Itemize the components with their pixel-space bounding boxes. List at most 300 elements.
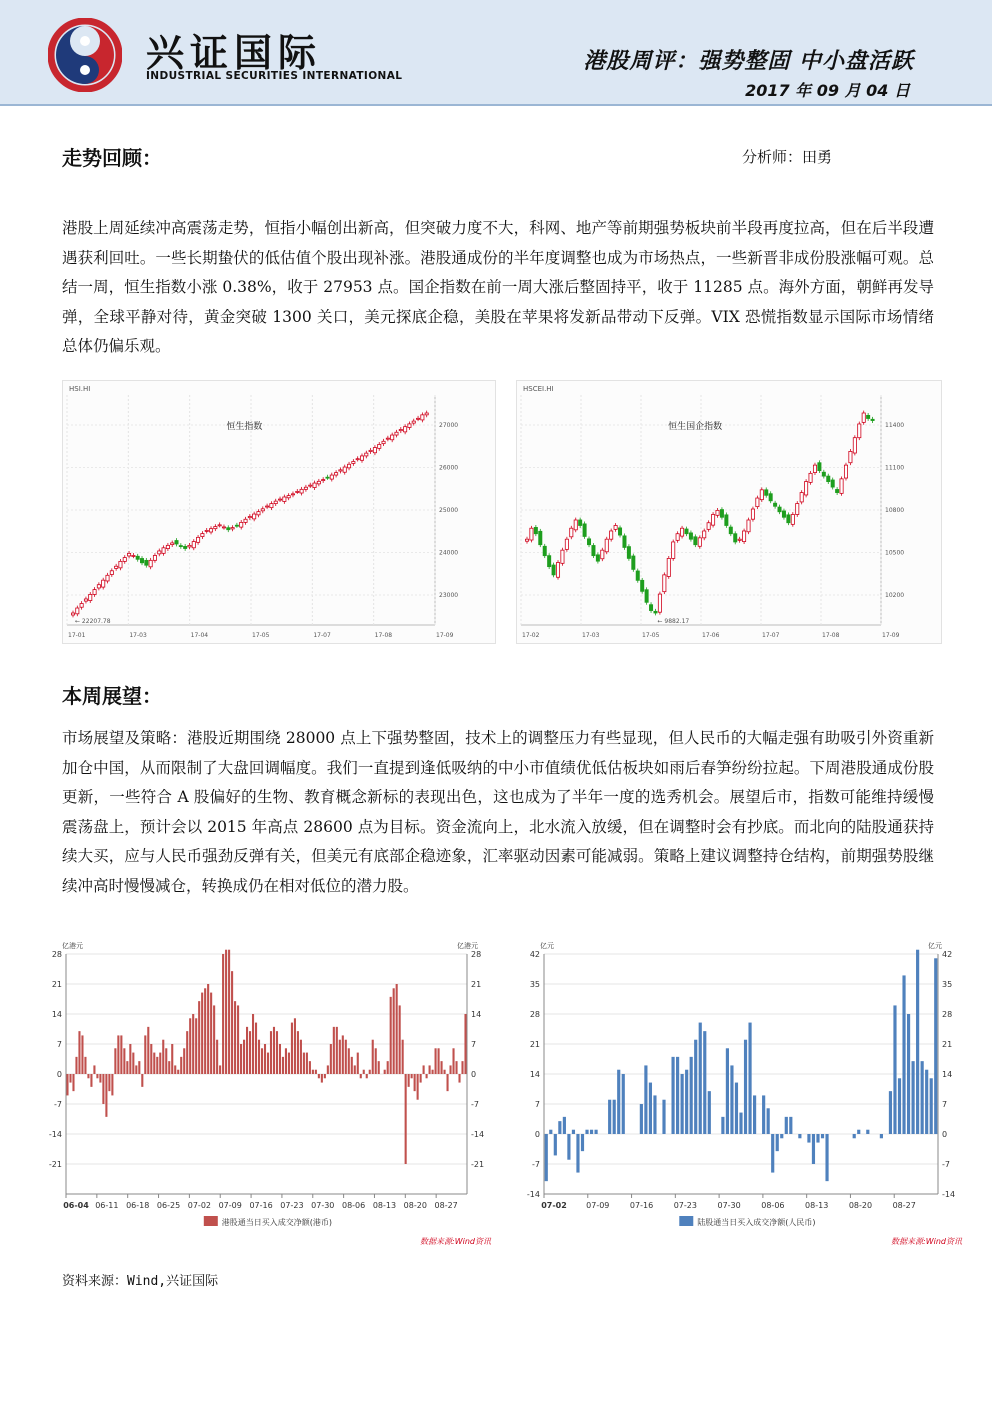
candle-body xyxy=(386,438,389,439)
review-paragraph: 港股上周延续冲高震荡走势，恒指小幅创出新高，但突破力度不大，科网、地产等前期强势板块前半段再度拉高，但在后半段遭遇获利回吐。一些长期蛰伏的低估值个股出现补涨。港股通成份的半年度调整也成为市场热点，一些新晋非成份股涨幅可观。总结一周，恒生指数小涨 0.38%，收于 27953 点。国企指数在前一周大涨后整固持平，收于 11285 点。海外方面，朝鲜再发导弹，全球平静对待，黄金突破 1300 关口，美元探底企稳，美股在苹果将发新品带动下反弹。VIX 恐慌指数显示国际市场情绪总体仍偏乐观。 xyxy=(62,219,934,355)
x-tick-label: 08-27 xyxy=(434,1201,458,1210)
flow-bar xyxy=(240,1044,242,1074)
candle-body xyxy=(218,525,221,526)
flow-bar xyxy=(681,1074,684,1134)
candle-body xyxy=(658,594,661,612)
candle-body xyxy=(140,558,143,562)
x-tick-label: 07-09 xyxy=(586,1201,610,1210)
candle-body xyxy=(166,545,169,548)
chart-title: 恒生国企指数 xyxy=(668,422,723,432)
flow-bar xyxy=(339,1040,341,1074)
southbound-flow-chart xyxy=(40,938,495,1250)
flow-bar xyxy=(671,1057,674,1134)
candle-body xyxy=(391,435,394,440)
y-tick-label-left: 42 xyxy=(529,950,540,959)
y-tick-label-right: 14 xyxy=(942,1070,953,1079)
candle-body xyxy=(698,538,701,546)
candle-body xyxy=(543,546,546,555)
report-date: 2017 年 09 月 04 日 xyxy=(745,81,910,100)
flow-bar xyxy=(907,1014,910,1134)
data-source-label: 数据来源:Wind资讯 xyxy=(420,1237,491,1246)
y-tick-label: 27000 xyxy=(439,422,459,429)
flow-bar xyxy=(312,1070,314,1074)
candle-body xyxy=(412,421,415,423)
candle-body xyxy=(570,528,573,537)
candle-body xyxy=(339,470,342,471)
candle-body xyxy=(556,563,559,578)
candle-body xyxy=(313,483,316,487)
candle-body xyxy=(300,489,303,493)
candle-body xyxy=(84,599,87,601)
review-heading: 走势回顾： xyxy=(62,146,162,170)
flow-bar xyxy=(321,1074,323,1083)
x-tick-label: 17-06 xyxy=(702,632,720,639)
flow-bar xyxy=(676,1057,679,1134)
flow-bar xyxy=(590,1130,593,1134)
flow-bar xyxy=(360,1074,362,1078)
candle-body xyxy=(596,555,599,561)
candle-body xyxy=(404,427,407,432)
flow-bar xyxy=(285,1048,287,1074)
candle-body xyxy=(184,546,187,548)
brand-name-en: INDUSTRIAL SECURITIES INTERNATIONAL xyxy=(146,70,403,82)
flow-bar xyxy=(812,1134,815,1164)
candle-body xyxy=(627,547,630,559)
candle-body xyxy=(115,566,118,568)
x-tick-label: 07-30 xyxy=(311,1201,335,1210)
y-tick-label-right: 28 xyxy=(471,950,482,959)
candle-body xyxy=(265,506,268,507)
candle-body xyxy=(110,571,113,575)
candle-body xyxy=(738,539,741,540)
flow-bar xyxy=(165,1048,167,1074)
candle-body xyxy=(231,528,234,529)
flow-bar xyxy=(893,1005,896,1134)
flow-bar xyxy=(201,993,203,1074)
x-tick-label: 17-07 xyxy=(762,632,780,639)
flow-bar xyxy=(222,954,224,1074)
y-tick-label-left: 7 xyxy=(534,1100,540,1109)
flow-bar xyxy=(195,1018,197,1074)
data-source-label: 数据来源:Wind资讯 xyxy=(891,1237,962,1246)
y-tick-label: 10800 xyxy=(885,507,905,514)
candle-body xyxy=(274,501,277,503)
flow-bar xyxy=(159,1053,161,1074)
flow-bar xyxy=(825,1134,828,1181)
flow-bar xyxy=(192,1014,194,1074)
flow-bar xyxy=(461,1061,463,1074)
flow-bar xyxy=(267,1053,269,1074)
source-note: 资料来源：Wind,兴证国际 xyxy=(62,1274,219,1289)
southbound-chart-svg xyxy=(40,938,495,1250)
x-tick-label: 17-07 xyxy=(313,632,331,639)
y-tick-label-right: 14 xyxy=(471,1010,482,1019)
candle-body xyxy=(694,537,697,545)
flow-bar xyxy=(925,1070,928,1134)
candle-body xyxy=(421,415,424,420)
flow-bar xyxy=(84,1057,86,1074)
flow-bar xyxy=(189,1018,191,1074)
flow-bar xyxy=(345,1040,347,1074)
candle-body xyxy=(831,480,834,487)
candle-body xyxy=(127,553,130,556)
candle-body xyxy=(102,580,105,587)
y-tick-label-left: -21 xyxy=(48,1160,62,1169)
flow-bar xyxy=(270,1031,272,1074)
flow-bar xyxy=(66,1074,68,1095)
flow-bar xyxy=(117,1035,119,1074)
candle-body xyxy=(703,531,706,538)
flow-bar xyxy=(327,1065,329,1074)
candle-body xyxy=(720,510,723,518)
candle-body xyxy=(641,580,644,591)
x-tick-label: 08-27 xyxy=(892,1201,916,1210)
candle-body xyxy=(725,515,728,526)
candle-body xyxy=(270,504,273,508)
y-tick-label-left: 7 xyxy=(56,1040,62,1049)
candle-body xyxy=(304,487,307,489)
flow-bar xyxy=(399,1005,401,1074)
candle-body xyxy=(525,539,528,541)
flow-bar xyxy=(237,1005,239,1074)
flow-bar xyxy=(426,1074,428,1078)
y-tick-label-right: 35 xyxy=(942,980,953,989)
flow-bar xyxy=(333,1027,335,1074)
x-tick-label: 07-23 xyxy=(673,1201,697,1210)
flow-bar xyxy=(354,1065,356,1074)
flow-bar xyxy=(721,1117,724,1134)
flow-bar xyxy=(300,1040,302,1074)
candle-body xyxy=(636,571,639,580)
candle-body xyxy=(685,529,688,534)
candle-body xyxy=(209,529,212,532)
flow-bar xyxy=(324,1074,326,1078)
x-tick-label: 06-25 xyxy=(156,1201,181,1210)
flow-bar xyxy=(441,1061,443,1074)
candle-body xyxy=(734,534,737,542)
candle-body xyxy=(827,476,830,481)
candle-body xyxy=(867,415,870,418)
flow-bar xyxy=(216,1040,218,1074)
y-tick-label-right: 0 xyxy=(942,1130,948,1139)
flow-bar xyxy=(821,1134,824,1138)
flow-bar xyxy=(252,1014,254,1074)
y-tick-label: 25000 xyxy=(439,507,459,514)
candle-body xyxy=(601,550,604,559)
right-unit-label: 亿港元 xyxy=(457,942,478,950)
candle-body xyxy=(257,512,260,515)
flow-bar xyxy=(452,1048,454,1074)
flow-bar xyxy=(348,1048,350,1074)
x-tick-label: 08-06 xyxy=(341,1201,366,1210)
candle-body xyxy=(751,509,754,519)
flow-bar xyxy=(171,1044,173,1074)
flow-bar xyxy=(402,1040,404,1074)
flow-bar xyxy=(785,1117,788,1134)
candle-body xyxy=(654,611,657,613)
candle-body xyxy=(623,536,626,548)
candle-body xyxy=(356,459,359,460)
candle-body xyxy=(760,490,763,500)
y-tick-label-right: 28 xyxy=(942,1010,953,1019)
flow-bar xyxy=(417,1074,419,1100)
flow-bar xyxy=(694,1040,697,1134)
candle-body xyxy=(106,575,109,581)
flow-bar xyxy=(449,1065,451,1074)
y-tick-label-left: 21 xyxy=(51,980,62,989)
candle-body xyxy=(326,477,329,478)
x-tick-label: 07-02 xyxy=(541,1201,567,1210)
flow-bar xyxy=(405,1074,407,1164)
hsi-candlestick-chart xyxy=(62,380,496,644)
candle-body xyxy=(253,514,256,519)
northbound-chart-svg xyxy=(518,938,966,1250)
flow-bar xyxy=(622,1074,625,1134)
candle-body xyxy=(248,516,251,517)
flow-bar xyxy=(135,1065,137,1074)
candle-body xyxy=(632,556,635,569)
candle-body xyxy=(335,473,338,475)
candle-body xyxy=(539,531,542,544)
candle-body xyxy=(188,545,191,547)
flow-bar xyxy=(78,1031,80,1074)
flow-bar xyxy=(291,1023,293,1074)
y-tick-label-right: 42 xyxy=(942,950,953,959)
flow-bar xyxy=(174,1065,176,1074)
flow-bar xyxy=(330,1044,332,1074)
candle-body xyxy=(818,463,821,471)
flow-bar xyxy=(396,984,398,1074)
candle-body xyxy=(618,528,621,535)
flow-bar xyxy=(246,1027,248,1074)
flow-bar xyxy=(789,1117,792,1134)
candle-body xyxy=(360,456,363,460)
candle-body xyxy=(769,494,772,501)
flow-bar xyxy=(153,1053,155,1074)
flow-bar xyxy=(423,1065,425,1074)
flow-bar xyxy=(207,984,209,1074)
candle-body xyxy=(853,438,856,453)
y-tick-label-right: 21 xyxy=(471,980,482,989)
x-tick-label: 06-04 xyxy=(63,1201,89,1210)
x-tick-label: 07-23 xyxy=(280,1201,304,1210)
candle-body xyxy=(649,605,652,611)
candle-body xyxy=(530,528,533,540)
candle-body xyxy=(676,534,679,541)
flow-bar xyxy=(183,1048,185,1074)
candle-body xyxy=(774,503,777,506)
flow-bar xyxy=(420,1074,422,1083)
flow-bar xyxy=(662,1100,665,1134)
candle-body xyxy=(365,453,368,456)
flow-bar xyxy=(186,1031,188,1074)
low-annotation: ← 22207.78 xyxy=(75,618,111,625)
candle-body xyxy=(149,560,152,566)
candle-body xyxy=(791,515,794,525)
candle-body xyxy=(287,496,290,498)
y-tick-label-right: -7 xyxy=(471,1100,479,1109)
flow-bar xyxy=(261,1048,263,1074)
candle-body xyxy=(663,575,666,592)
flow-bar xyxy=(816,1134,819,1143)
flow-bar xyxy=(853,1134,856,1138)
hsi-chart-svg xyxy=(63,381,495,643)
candle-body xyxy=(689,533,692,539)
candle-body xyxy=(552,565,555,575)
flow-bar xyxy=(273,1027,275,1074)
candle-body xyxy=(565,539,568,549)
flow-bar xyxy=(318,1074,320,1078)
flow-bar xyxy=(653,1095,656,1134)
x-tick-label: 17-03 xyxy=(129,632,147,639)
flow-bar xyxy=(81,1035,83,1074)
flow-bar xyxy=(730,1065,733,1134)
candle-body xyxy=(836,489,839,492)
flow-bar xyxy=(306,1053,308,1074)
candle-body xyxy=(645,590,648,603)
y-tick-label: 23000 xyxy=(439,592,459,599)
x-tick-label: 06-18 xyxy=(126,1201,150,1210)
flow-bar xyxy=(141,1074,143,1087)
candle-body xyxy=(205,530,208,531)
flow-bar xyxy=(123,1048,125,1074)
candle-body xyxy=(330,475,333,479)
x-tick-label: 07-16 xyxy=(629,1201,654,1210)
flow-bar xyxy=(366,1074,368,1078)
y-tick-label-right: -21 xyxy=(471,1160,485,1169)
candle-body xyxy=(742,531,745,542)
x-tick-label: 07-30 xyxy=(717,1201,741,1210)
flow-bar xyxy=(545,1134,548,1181)
legend-label: 陆股通当日买入成交净额(人民币) xyxy=(697,1218,816,1227)
flow-bar xyxy=(444,1070,446,1074)
candle-body xyxy=(844,465,847,478)
northbound-flow-chart xyxy=(518,938,966,1250)
flow-bar xyxy=(563,1117,566,1134)
hscei-candlestick-chart xyxy=(516,380,942,644)
flow-bar xyxy=(581,1134,584,1151)
candle-body xyxy=(352,461,355,463)
flow-bar xyxy=(934,958,937,1134)
candle-body xyxy=(317,481,320,484)
flow-bar xyxy=(369,1070,371,1074)
y-tick-label: 24000 xyxy=(439,549,459,557)
y-tick-label: 26000 xyxy=(439,464,459,472)
left-unit-label: 亿港元 xyxy=(62,942,83,950)
candle-body xyxy=(871,419,874,420)
y-tick-label-left: 0 xyxy=(56,1070,62,1079)
y-tick-label-left: 0 xyxy=(534,1130,540,1139)
flow-bar xyxy=(744,1040,747,1134)
flow-bar xyxy=(387,1061,389,1074)
candle-body xyxy=(153,555,156,560)
y-tick-label-left: -14 xyxy=(526,1190,540,1199)
x-tick-label: 17-09 xyxy=(436,632,454,639)
flow-bar xyxy=(408,1074,410,1087)
flow-bar xyxy=(880,1134,883,1138)
flow-bar xyxy=(249,1031,251,1074)
candle-body xyxy=(782,511,785,517)
candle-body xyxy=(822,472,825,476)
flow-bar xyxy=(138,1061,140,1074)
candle-body xyxy=(291,494,294,495)
candle-body xyxy=(192,542,195,548)
flow-bar xyxy=(902,975,905,1134)
candle-body xyxy=(244,519,247,522)
x-tick-label: 17-08 xyxy=(822,632,840,639)
candle-body xyxy=(227,528,230,530)
y-tick-label-right: 7 xyxy=(471,1040,477,1049)
flow-bar xyxy=(435,1048,437,1074)
flow-bar xyxy=(807,1134,810,1143)
candle-body xyxy=(373,448,376,453)
flow-bar xyxy=(129,1044,131,1074)
flow-bar xyxy=(255,1023,257,1074)
flow-bar xyxy=(111,1074,113,1095)
x-tick-label: 08-06 xyxy=(761,1201,785,1210)
candle-body xyxy=(756,498,759,507)
flow-bar xyxy=(378,1061,380,1074)
flow-bar xyxy=(276,1031,278,1074)
candle-body xyxy=(369,450,372,451)
candle-body xyxy=(680,528,683,536)
legend-swatch xyxy=(204,1216,218,1226)
x-tick-label: 07-02 xyxy=(187,1201,212,1210)
candle-body xyxy=(347,464,350,468)
flow-bar xyxy=(105,1074,107,1117)
flow-bar xyxy=(180,1057,182,1074)
candle-body xyxy=(425,413,428,415)
candle-body xyxy=(667,558,670,576)
candle-body xyxy=(261,509,264,511)
x-tick-label: 08-20 xyxy=(848,1201,873,1210)
flow-bar xyxy=(342,1035,344,1074)
candle-body xyxy=(729,527,732,534)
flow-bar xyxy=(771,1134,774,1173)
flow-bar xyxy=(363,1070,365,1074)
flow-bar xyxy=(708,1091,711,1134)
candle-body xyxy=(89,594,92,600)
flow-bar xyxy=(147,1027,149,1074)
candle-body xyxy=(201,534,204,537)
y-tick-label: 10200 xyxy=(885,592,905,599)
candle-body xyxy=(747,520,750,532)
candle-body xyxy=(309,485,312,486)
flow-bar xyxy=(144,1035,146,1074)
candle-body xyxy=(240,522,243,527)
flow-bar xyxy=(735,1083,738,1134)
candle-body xyxy=(408,424,411,428)
legend-swatch xyxy=(679,1216,693,1226)
flow-bar xyxy=(455,1061,457,1074)
flow-bar xyxy=(72,1074,74,1091)
x-tick-label: 07-16 xyxy=(249,1201,273,1210)
flow-bar xyxy=(336,1027,338,1074)
flow-bar xyxy=(231,971,233,1074)
candle-body xyxy=(840,479,843,494)
y-tick-label-left: 14 xyxy=(529,1070,540,1079)
flow-bar xyxy=(776,1134,779,1151)
y-tick-label-left: -7 xyxy=(54,1100,62,1109)
flow-bar xyxy=(558,1121,561,1134)
flow-bar xyxy=(126,1061,128,1074)
candle-body xyxy=(858,424,861,438)
flow-bar xyxy=(90,1074,92,1087)
left-unit-label: 亿元 xyxy=(540,942,554,950)
candle-body xyxy=(574,520,577,530)
candle-body xyxy=(805,482,808,495)
flow-bar xyxy=(357,1053,359,1074)
